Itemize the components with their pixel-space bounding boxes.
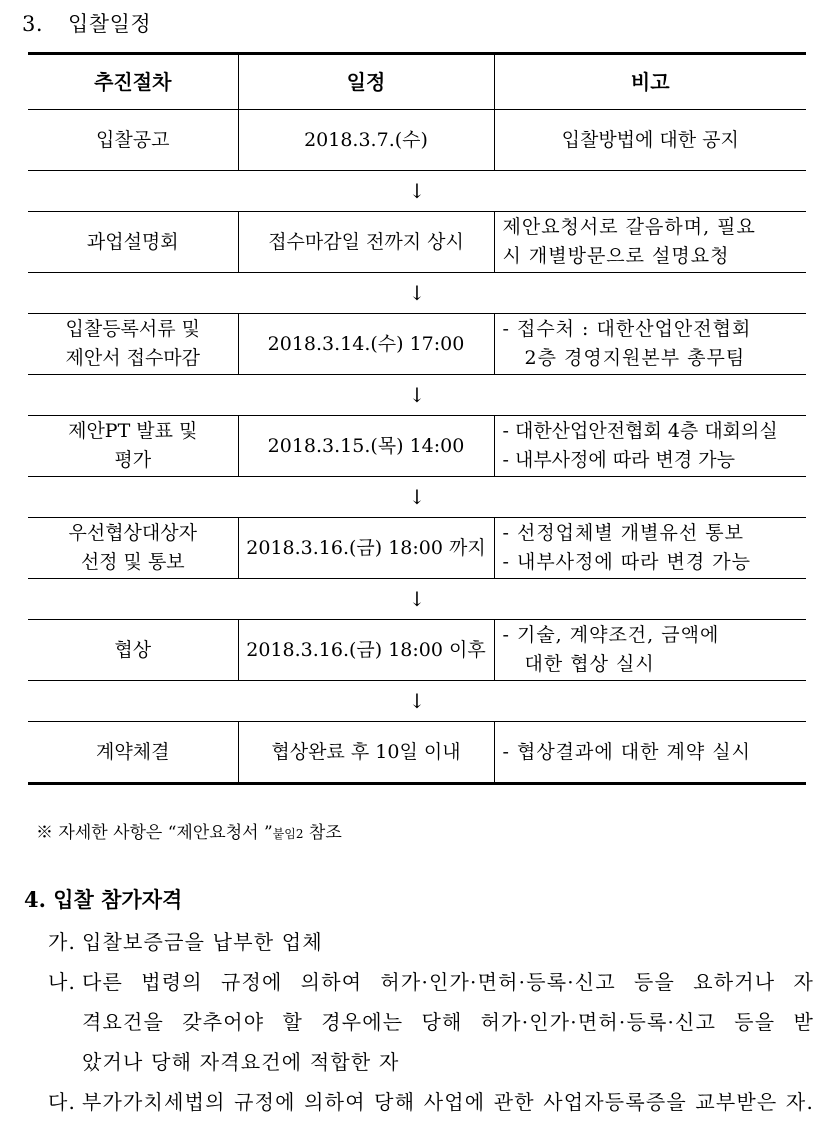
footnote-text: 자세한 사항은 “제안요청서 ” xyxy=(58,823,273,843)
item-text: 부가가치세법의 규정에 의하여 당해 사업에 관한 사업자등록증을 교부받은 자. xyxy=(82,1090,814,1114)
section-heading: 입찰일정 xyxy=(68,12,152,36)
list-item xyxy=(24,962,814,1082)
list-item xyxy=(24,1082,814,1122)
flow-arrow-row xyxy=(28,477,806,518)
table-row xyxy=(28,518,806,579)
step-cell: 입찰공고 xyxy=(28,110,238,171)
step-cell: 우선협상대상자 선정 및 통보 xyxy=(28,518,238,579)
item-text: 았거나 당해 자격요건에 적합한 자 xyxy=(82,1050,400,1074)
footnote-tail: 참조 xyxy=(308,823,342,843)
list-item xyxy=(24,922,814,962)
table-row xyxy=(28,722,806,784)
flow-arrow-row xyxy=(28,375,806,416)
flow-arrow-row xyxy=(28,171,806,212)
date-cell: 2018.3.14.(수) 17:00 xyxy=(238,314,494,375)
item-text: 입찰보증금을 납부한 업체 xyxy=(82,930,323,954)
down-arrow-icon: ↓ xyxy=(28,273,806,314)
date-cell: 접수마감일 전까지 상시 xyxy=(238,212,494,273)
down-arrow-icon: ↓ xyxy=(28,375,806,416)
step-cell: 협상 xyxy=(28,620,238,681)
note-cell: - 기술, 계약조건, 금액에 대한 협상 실시 xyxy=(494,620,806,681)
footnote xyxy=(36,818,342,843)
item-marker: 나. xyxy=(48,970,77,994)
item-marker: 다. xyxy=(48,1090,77,1114)
flow-arrow-row xyxy=(28,681,806,722)
step-cell: 과업설명회 xyxy=(28,212,238,273)
down-arrow-icon: ↓ xyxy=(28,171,806,212)
table-row xyxy=(28,314,806,375)
step-cell: 제안PT 발표 및 평가 xyxy=(28,416,238,477)
table-row xyxy=(28,416,806,477)
step-cell: 입찰등록서류 및 제안서 접수마감 xyxy=(28,314,238,375)
note-cell: - 접수처 : 대한산업안전협회 2층 경영지원본부 총무팀 xyxy=(494,314,806,375)
down-arrow-icon: ↓ xyxy=(28,579,806,620)
schedule-table xyxy=(28,52,806,785)
table-row xyxy=(28,620,806,681)
date-cell: 2018.3.7.(수) xyxy=(238,110,494,171)
date-cell: 협상완료 후 10일 이내 xyxy=(238,722,494,784)
header-note: 비고 xyxy=(494,54,806,110)
down-arrow-icon: ↓ xyxy=(28,681,806,722)
note-cell: - 대한산업안전협회 4층 대회의실 - 내부사정에 따라 변경 가능 xyxy=(494,416,806,477)
table-header-row xyxy=(28,54,806,110)
item-marker: 가. xyxy=(48,930,77,954)
section-4 xyxy=(24,884,814,1122)
note-cell: 제안요청서로 갈음하며, 필요 시 개별방문으로 설명요청 xyxy=(494,212,806,273)
note-cell: - 선정업체별 개별유선 통보 - 내부사정에 따라 변경 가능 xyxy=(494,518,806,579)
down-arrow-icon: ↓ xyxy=(28,477,806,518)
item-text: 격요건을 갖추어야 할 경우에는 당해 허가·인가·면허·등록·신고 등을 받 xyxy=(82,1010,814,1034)
flow-arrow-row xyxy=(28,273,806,314)
section-number: 3. xyxy=(22,12,44,36)
flow-arrow-row xyxy=(28,579,806,620)
step-cell: 계약체결 xyxy=(28,722,238,784)
header-step: 추진절차 xyxy=(28,54,238,110)
section-4-title: 4. 입찰 참가자격 xyxy=(24,887,183,912)
table-row xyxy=(28,212,806,273)
note-cell: - 협상결과에 대한 계약 실시 xyxy=(494,722,806,784)
date-cell: 2018.3.16.(금) 18:00 까지 xyxy=(238,518,494,579)
note-cell: 입찰방법에 대한 공지 xyxy=(494,110,806,171)
reference-mark-icon: ※ xyxy=(36,823,53,843)
date-cell: 2018.3.15.(목) 14:00 xyxy=(238,416,494,477)
footnote-attachment: 붙임2 xyxy=(272,827,304,841)
item-text: 다른 법령의 규정에 의하여 허가·인가·면허·등록·신고 등을 요하거나 자 xyxy=(82,970,814,994)
date-cell: 2018.3.16.(금) 18:00 이후 xyxy=(238,620,494,681)
table-row xyxy=(28,110,806,171)
header-date: 일정 xyxy=(238,54,494,110)
section-3-title xyxy=(22,8,151,38)
